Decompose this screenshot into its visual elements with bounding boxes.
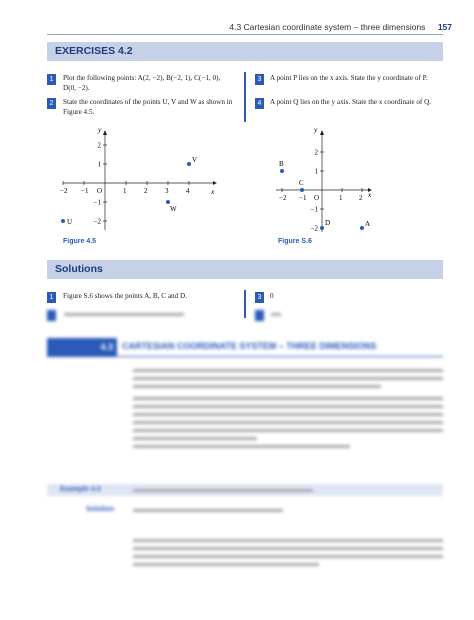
solution-number-3: 3 (255, 292, 264, 303)
point-w (166, 200, 170, 204)
exercises-title: EXERCISES 4.2 (55, 45, 133, 57)
column-divider (244, 72, 246, 122)
x-tick-label: 3 (165, 187, 169, 195)
x-tick-label: −2 (279, 194, 287, 202)
y-tick-label: 2 (97, 141, 101, 150)
point-label-a: A (365, 220, 371, 228)
point-label-u: U (67, 218, 73, 226)
y-tick-label: 1 (314, 167, 318, 176)
point-label-c: C (299, 179, 304, 187)
y-tick-label: −1 (310, 205, 318, 214)
x-tick-label: −1 (81, 187, 89, 195)
exercise-number-4: 4 (255, 98, 264, 109)
exercise-4-text: A point Q lies on the y axis. State the x coordinate of Q. (270, 98, 432, 106)
point-u (61, 219, 65, 223)
x-tick-label: O (97, 187, 103, 195)
header-rule (47, 34, 443, 35)
figure-4-5-caption: Figure 4.5 (63, 238, 97, 245)
point-label-b: B (279, 160, 284, 168)
example-label: Example 4.3 (60, 486, 101, 493)
blurred-paragraph (133, 534, 443, 571)
figure-s-6-caption: Figure S.6 (278, 238, 312, 245)
y-tick-label: 2 (314, 148, 318, 157)
blurred-page-remainder (0, 306, 474, 620)
point-v (187, 162, 191, 166)
point-label-d: D (325, 219, 331, 227)
y-axis-arrow (103, 130, 107, 135)
y-axis-label: y (314, 125, 318, 134)
blurred-text-line (133, 489, 313, 492)
x-tick-label: O (314, 194, 320, 202)
y-tick-label: −2 (310, 224, 318, 233)
exercise-2-text: State the coordinates of the points U, V and W as shown in Figure 4.5. (63, 98, 233, 116)
x-tick-label: 2 (144, 187, 148, 195)
y-tick-label: −2 (93, 217, 101, 226)
exercise-number-1: 1 (47, 74, 56, 85)
figure-s-6-plot (270, 124, 400, 236)
blurred-text-line (271, 313, 281, 316)
blurred-text-line (133, 509, 283, 512)
exercise-3-text: A point P lies on the x axis. State the y coordinate of P. (270, 74, 428, 82)
x-tick-label: −2 (60, 187, 68, 195)
section-title: CARTESIAN COORDINATE SYSTEM – THREE DIMENSIONS (122, 341, 377, 351)
point-label-w: W (170, 205, 177, 213)
point-label-v: V (192, 156, 198, 164)
exercises-heading-bar (47, 42, 443, 61)
running-head-section: 4.3 Cartesian coordinate system – three dimensions (229, 22, 426, 32)
section-rule (47, 356, 443, 357)
solution-label: Solution (86, 506, 114, 513)
x-tick-label: 4 (186, 187, 190, 195)
x-axis-arrow (213, 181, 217, 185)
blurred-solution-marker (255, 310, 264, 321)
x-tick-label: 1 (339, 194, 343, 202)
solutions-title: Solutions (55, 263, 103, 275)
blurred-paragraph (133, 364, 443, 453)
point-d (320, 226, 324, 230)
y-axis-label: y (98, 125, 102, 134)
x-tick-label: 2 (359, 194, 363, 202)
exercise-1-text: Plot the following points: A(2, −2), B(−2, 1), C(−1, 0), D(0, −2). (63, 74, 221, 92)
solutions-heading-bar (47, 260, 443, 279)
blurred-text-line (64, 313, 184, 316)
page-number: 157 (437, 22, 452, 32)
x-axis-label: x (211, 187, 215, 196)
point-a (360, 226, 364, 230)
y-tick-label: −1 (93, 198, 101, 207)
x-tick-label: 1 (123, 187, 127, 195)
solution-1-text: Figure S.6 shows the points A, B, C and D. (63, 292, 187, 300)
figure-4-5-plot (55, 124, 230, 236)
solution-number-1: 1 (47, 292, 56, 303)
exercise-number-2: 2 (47, 98, 56, 109)
y-tick-label: 1 (97, 160, 101, 169)
point-c (300, 188, 304, 192)
running-head (229, 22, 452, 32)
x-tick-label: −1 (299, 194, 307, 202)
exercise-number-3: 3 (255, 74, 264, 85)
solution-3-text: 0 (270, 292, 274, 300)
x-axis-label: x (368, 190, 372, 199)
point-b (280, 169, 284, 173)
y-axis-arrow (320, 130, 324, 135)
blurred-solution-marker (47, 310, 56, 321)
section-number-box: 4.3 (47, 338, 117, 356)
